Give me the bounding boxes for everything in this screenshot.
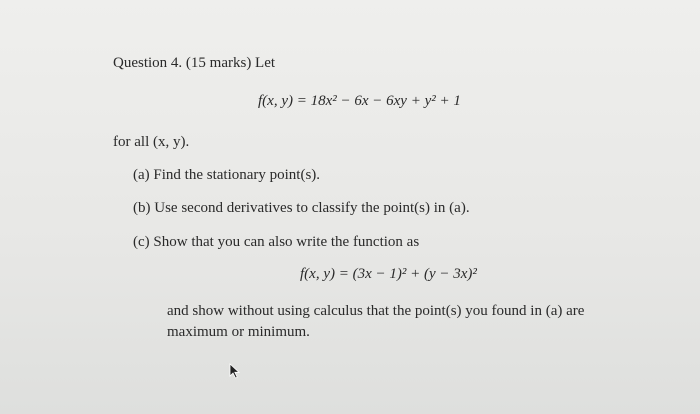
closing-line-2: maximum or minimum. [167, 324, 310, 340]
function-equation: f(x, y) = 18x² − 6x − 6xy + y² + 1 [258, 93, 461, 109]
mouse-pointer-icon [229, 363, 241, 379]
closing-line-1: and show without using calculus that the point(s) you found in (a) are [167, 303, 585, 319]
part-c: (c) Show that you can also write the function as [133, 234, 420, 250]
question-heading: Question 4. (15 marks) Let [113, 55, 276, 71]
part-b: (b) Use second derivatives to classify the point(s) in (a). [133, 200, 470, 216]
rewritten-function-equation: f(x, y) = (3x − 1)² + (y − 3x)² [300, 266, 477, 282]
part-a: (a) Find the stationary point(s). [133, 167, 321, 183]
domain-text: for all (x, y). [113, 134, 190, 150]
